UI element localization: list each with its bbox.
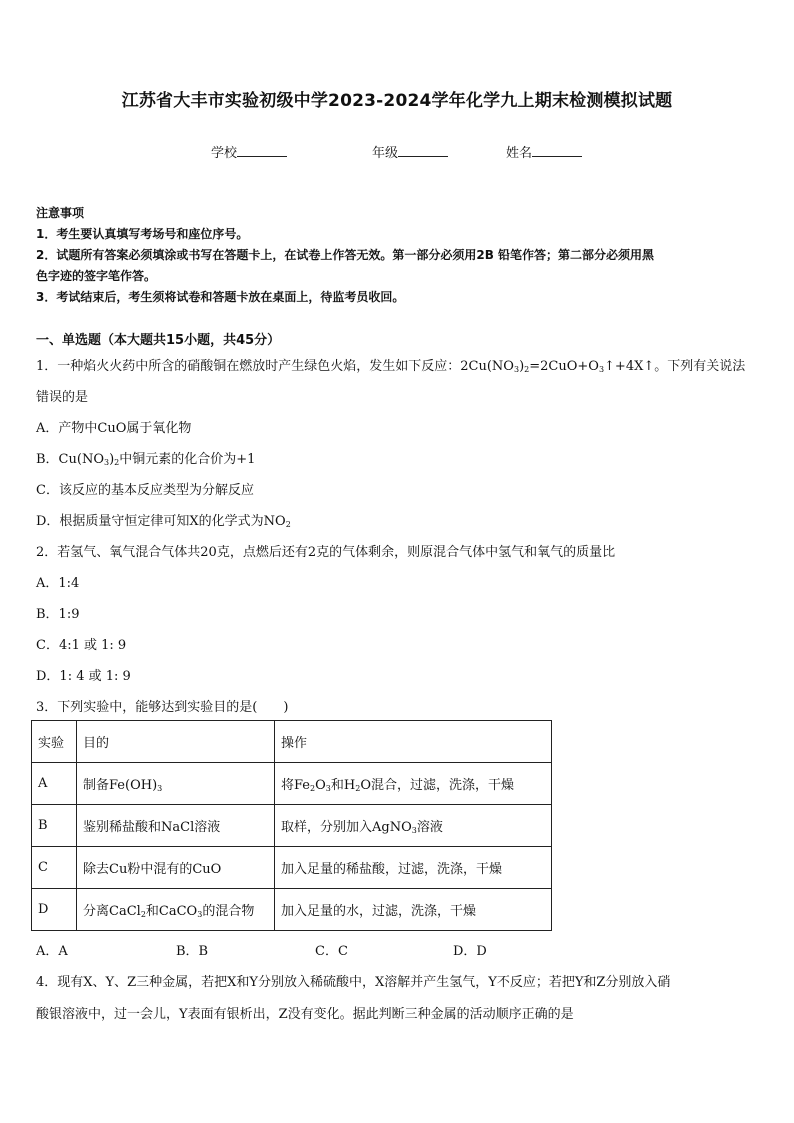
cell-text: O混合，过滤，洗涤，干燥 <box>360 778 514 793</box>
q1-option-a: A．产物中CuO属于氧化物 <box>36 421 192 436</box>
table-cell <box>77 889 275 931</box>
cell-sub: 3 <box>157 784 163 793</box>
school-label: 学校 <box>211 146 238 161</box>
table-cell: B <box>32 805 77 847</box>
q1-option-c: C．该反应的基本反应类型为分解反应 <box>36 483 254 498</box>
cell-text: O <box>315 778 326 793</box>
table-cell <box>275 805 552 847</box>
q1-option-b <box>36 448 255 467</box>
cell-sub: 3 <box>197 910 203 919</box>
q1-option-b-text: ) <box>109 452 115 467</box>
cell-text: 和CaCO <box>145 904 198 919</box>
table-cell: 鉴别稀盐酸和NaCl溶液 <box>77 805 275 847</box>
cell-sub: 3 <box>411 826 417 835</box>
table-cell <box>77 763 275 805</box>
q1-stem-text: =2CuO+O <box>529 359 599 374</box>
table-row <box>32 847 552 889</box>
q3-stem: 3．下列实验中，能够达到实验目的是( ) <box>36 700 289 715</box>
q4-stem-line1: 4．现有X、Y、Z三种金属，若把X和Y分别放入稀硫酸中，X溶解并产生氢气，Y不反应；若把Y和Z分别放入硝 <box>36 975 671 990</box>
notice-item-1: 1．考生要认真填写考场号和座位序号。 <box>36 227 249 241</box>
cell-text: 将Fe <box>281 778 311 793</box>
q3-option-b: B．B <box>176 944 209 959</box>
table-row <box>32 805 552 847</box>
table-row <box>32 763 552 805</box>
q1-option-b-text: 中铜元素的化合价为+1 <box>119 452 256 467</box>
table-header: 目的 <box>77 721 275 763</box>
q1-stem-line2: 错误的是 <box>36 390 89 405</box>
q1-option-b-text: B．Cu(NO <box>36 452 104 467</box>
name-blank[interactable] <box>532 144 582 157</box>
q2-option-b: B．1:9 <box>36 607 80 622</box>
cell-text: 的混合物 <box>202 904 255 919</box>
name-label: 姓名 <box>506 146 533 161</box>
page-title: 江苏省大丰市实验初级中学2023-2024学年化学九上期末检测模拟试题 <box>121 91 673 111</box>
q1-sub: 3 <box>598 365 605 374</box>
name-field <box>506 142 582 161</box>
q1-option-d-text: D．根据质量守恒定律可知X的化学式为NO <box>36 514 286 529</box>
table-header: 实验 <box>32 721 77 763</box>
table-cell: 加入足量的稀盐酸，过滤，洗涤，干燥 <box>275 847 552 889</box>
q2-option-c: C．4:1 或 1: 9 <box>36 638 127 653</box>
q3-table <box>31 720 552 931</box>
table-row <box>32 889 552 931</box>
table-cell: 加入足量的水，过滤，洗涤，干燥 <box>275 889 552 931</box>
q3-option-c: C．C <box>315 944 348 959</box>
q2-option-a: A．1:4 <box>36 576 80 591</box>
notice-item-3: 3．考试结束后，考生须将试卷和答题卡放在桌面上，待监考员收回。 <box>36 290 405 304</box>
grade-label: 年级 <box>372 146 399 161</box>
q1-stem-text: 1．一种焰火火药中所含的硝酸铜在燃放时产生绿色火焰，发生如下反应：2Cu(NO <box>36 359 514 374</box>
q3-option-a: A．A <box>36 944 68 959</box>
school-field <box>211 142 287 161</box>
cell-text: 和H <box>330 778 356 793</box>
grade-blank[interactable] <box>398 144 448 157</box>
table-cell <box>275 763 552 805</box>
table-cell: A <box>32 763 77 805</box>
q2-stem: 2．若氢气、氧气混合气体共20克，点燃后还有2克的气体剩余，则原混合气体中氢气和氧气的质量比 <box>36 545 616 560</box>
q1-sub: 3 <box>513 365 520 374</box>
q1-sub: 2 <box>524 365 530 374</box>
notice-heading: 注意事项 <box>36 206 85 220</box>
notice-item-2-cont: 色字迹的签字笔作答。 <box>36 269 157 283</box>
q1-sub: 2 <box>114 458 120 467</box>
cell-text: 分离CaCl <box>83 904 141 919</box>
table-cell: D <box>32 889 77 931</box>
table-cell: 除去Cu粉中混有的CuO <box>77 847 275 889</box>
q1-sub: 3 <box>103 458 110 467</box>
grade-field <box>372 142 448 161</box>
q1-stem <box>36 355 745 374</box>
q1-sub: 2 <box>285 520 291 529</box>
cell-sub: 2 <box>355 784 361 793</box>
cell-text: 取样，分别加入AgNO <box>281 820 412 835</box>
cell-sub: 3 <box>325 784 331 793</box>
table-header-row <box>32 721 552 763</box>
school-blank[interactable] <box>237 144 287 157</box>
q2-option-d: D．1: 4 或 1: 9 <box>36 669 131 684</box>
cell-sub: 2 <box>310 784 316 793</box>
table-header: 操作 <box>275 721 552 763</box>
q1-stem-text: ↑+4X↑。下列有关说法 <box>604 359 746 374</box>
section-heading: 一、单选题（本大题共15小题，共45分） <box>36 333 281 348</box>
cell-text: 制备Fe(OH) <box>83 778 158 793</box>
notice-item-2: 2．试题所有答案必须填涂或书写在答题卡上，在试卷上作答无效。第一部分必须用2B 铅笔作答；第二部分必须用黑 <box>36 248 655 262</box>
q1-stem-text: ) <box>519 359 525 374</box>
q1-option-d <box>36 510 291 529</box>
cell-text: 溶液 <box>416 820 443 835</box>
q4-stem-line2: 酸银溶液中，过一会儿，Y表面有银析出，Z没有变化。据此判断三种金属的活动顺序正确的是 <box>36 1007 574 1022</box>
q3-option-d: D．D <box>453 944 487 959</box>
table-cell: C <box>32 847 77 889</box>
cell-sub: 2 <box>140 910 146 919</box>
